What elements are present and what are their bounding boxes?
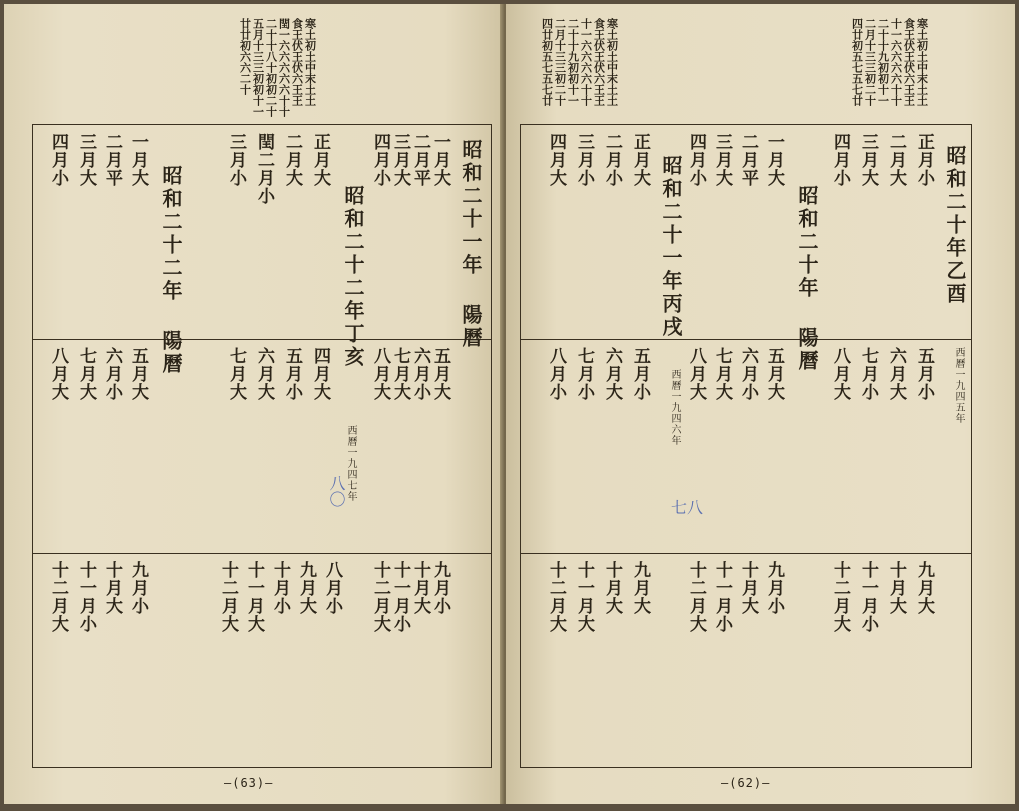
header-line: 二十十九初初十一 bbox=[876, 18, 890, 106]
month-label: 二月平 bbox=[102, 133, 122, 187]
year-title: 昭和二十二年 陽曆 bbox=[159, 165, 183, 376]
month-label: 六月小 bbox=[738, 347, 758, 401]
month-label: 十一月大 bbox=[574, 561, 594, 633]
header-line: 二月十三三初二十 bbox=[553, 18, 567, 106]
month-label: 十月大 bbox=[410, 561, 430, 615]
header-line: 四廿初五七五七廿 bbox=[850, 18, 864, 106]
month-label: 十一月小 bbox=[390, 561, 410, 633]
month-label: 五月大 bbox=[128, 347, 148, 401]
header-line: 廿廿初六六二十 bbox=[238, 18, 252, 95]
header-line: 四廿初五七五七廿 bbox=[540, 18, 554, 106]
header-line: 閏一六六六六六十十 bbox=[277, 18, 291, 117]
month-label: 五月大 bbox=[430, 347, 450, 401]
right-calendar-frame bbox=[520, 124, 972, 768]
month-label: 二月大 bbox=[282, 133, 302, 187]
divider bbox=[521, 553, 971, 554]
month-label: 四月小 bbox=[686, 133, 706, 187]
year-title: 昭和二十一年 陽曆 bbox=[459, 139, 483, 350]
month-label: 六月大 bbox=[886, 347, 906, 401]
month-label: 七月大 bbox=[76, 347, 96, 401]
month-label: 八月小 bbox=[546, 347, 566, 401]
pencil-annotation: 七八 bbox=[671, 498, 704, 517]
month-label: 十月大 bbox=[738, 561, 758, 615]
month-label: 八月大 bbox=[48, 347, 68, 401]
month-label: 九月大 bbox=[630, 561, 650, 615]
month-label: 四月小 bbox=[48, 133, 68, 187]
month-label: 四月大 bbox=[546, 133, 566, 187]
month-label: 十二月大 bbox=[370, 561, 390, 633]
month-label: 一月大 bbox=[128, 133, 148, 187]
month-label: 十一月大 bbox=[244, 561, 264, 633]
month-label: 七月小 bbox=[574, 347, 594, 401]
month-label: 十月大 bbox=[602, 561, 622, 615]
month-label: 八月大 bbox=[686, 347, 706, 401]
month-label: 十月大 bbox=[886, 561, 906, 615]
month-label: 十一月小 bbox=[858, 561, 878, 633]
month-label: 九月小 bbox=[430, 561, 450, 615]
month-label: 十二月大 bbox=[218, 561, 238, 633]
month-label: 一月大 bbox=[430, 133, 450, 187]
month-label: 七月小 bbox=[858, 347, 878, 401]
month-label: 三月小 bbox=[226, 133, 246, 187]
month-label: 十月大 bbox=[102, 561, 122, 615]
month-label: 十二月大 bbox=[48, 561, 68, 633]
left-page bbox=[4, 4, 504, 804]
month-label: 八月小 bbox=[322, 561, 342, 615]
month-label: 六月大 bbox=[602, 347, 622, 401]
month-label: 六月小 bbox=[410, 347, 430, 401]
year-title: 昭和二十一年丙戌 bbox=[659, 155, 683, 339]
header-line: 食王伏王伏六王王 bbox=[902, 18, 916, 106]
month-label: 正月大 bbox=[630, 133, 650, 187]
divider bbox=[521, 339, 971, 340]
month-label: 八月大 bbox=[830, 347, 850, 401]
year-title: 昭和二十年 陽曆 bbox=[795, 185, 819, 373]
month-label: 七月大 bbox=[226, 347, 246, 401]
month-label: 二月平 bbox=[738, 133, 758, 187]
month-label: 四月小 bbox=[830, 133, 850, 187]
month-label: 二月小 bbox=[602, 133, 622, 187]
header-line: 二十十九初初十一 bbox=[566, 18, 580, 106]
month-label: 十一月小 bbox=[76, 561, 96, 633]
page-number: —(62)— bbox=[721, 776, 771, 790]
header-line: 二月十三三初二十 bbox=[863, 18, 877, 106]
month-label: 正月小 bbox=[914, 133, 934, 187]
month-label: 一月大 bbox=[764, 133, 784, 187]
month-label: 十一月小 bbox=[712, 561, 732, 633]
month-label: 十二月大 bbox=[686, 561, 706, 633]
pencil-annotation: 八〇 bbox=[327, 475, 346, 507]
month-label: 四月大 bbox=[310, 347, 330, 401]
header-line: 寒土初土中末土土 bbox=[915, 18, 929, 106]
header-line: 五月十三三初初十一 bbox=[251, 18, 265, 117]
month-label: 十二月大 bbox=[830, 561, 850, 633]
month-label: 十二月大 bbox=[546, 561, 566, 633]
divider bbox=[33, 339, 491, 340]
month-label: 正月大 bbox=[310, 133, 330, 187]
month-label: 六月小 bbox=[102, 347, 122, 401]
western-year: 西曆一九四六年 bbox=[669, 369, 680, 446]
month-label: 五月小 bbox=[914, 347, 934, 401]
month-label: 三月大 bbox=[712, 133, 732, 187]
western-year: 西曆一九四五年 bbox=[953, 347, 964, 424]
month-label: 三月大 bbox=[858, 133, 878, 187]
month-label: 九月小 bbox=[128, 561, 148, 615]
header-line: 寒土初土中末土土 bbox=[605, 18, 619, 106]
month-label: 六月大 bbox=[254, 347, 274, 401]
year-title: 昭和二十二年丁亥 bbox=[341, 185, 365, 369]
month-label: 十月小 bbox=[270, 561, 290, 615]
header-line: 十一六六六六十十 bbox=[579, 18, 593, 106]
month-label: 三月小 bbox=[574, 133, 594, 187]
left-calendar-frame bbox=[32, 124, 492, 768]
right-page bbox=[506, 4, 1015, 804]
header-line: 食王伏王伏六王王 bbox=[290, 18, 304, 106]
header-line: 二十十八十初初二十 bbox=[264, 18, 278, 117]
month-label: 四月小 bbox=[370, 133, 390, 187]
month-label: 九月小 bbox=[764, 561, 784, 615]
month-label: 五月大 bbox=[764, 347, 784, 401]
month-label: 二月大 bbox=[886, 133, 906, 187]
month-label: 九月大 bbox=[914, 561, 934, 615]
header-line: 十一六六六六十十 bbox=[889, 18, 903, 106]
month-label: 五月小 bbox=[282, 347, 302, 401]
western-year: 西曆一九四七年 bbox=[345, 425, 356, 502]
month-label: 八月大 bbox=[370, 347, 390, 401]
month-label: 九月大 bbox=[296, 561, 316, 615]
month-label: 七月大 bbox=[712, 347, 732, 401]
header-line: 食王伏王伏六王王 bbox=[592, 18, 606, 106]
header-line: 寒土初土中末土土 bbox=[303, 18, 317, 106]
month-label: 閏二月小 bbox=[254, 133, 274, 205]
month-label: 五月小 bbox=[630, 347, 650, 401]
month-label: 三月大 bbox=[76, 133, 96, 187]
month-label: 三月大 bbox=[390, 133, 410, 187]
month-label: 七月大 bbox=[390, 347, 410, 401]
divider bbox=[33, 553, 491, 554]
month-label: 二月平 bbox=[410, 133, 430, 187]
year-title: 昭和二十年乙酉 bbox=[943, 145, 967, 306]
page-number: —(63)— bbox=[224, 776, 274, 790]
